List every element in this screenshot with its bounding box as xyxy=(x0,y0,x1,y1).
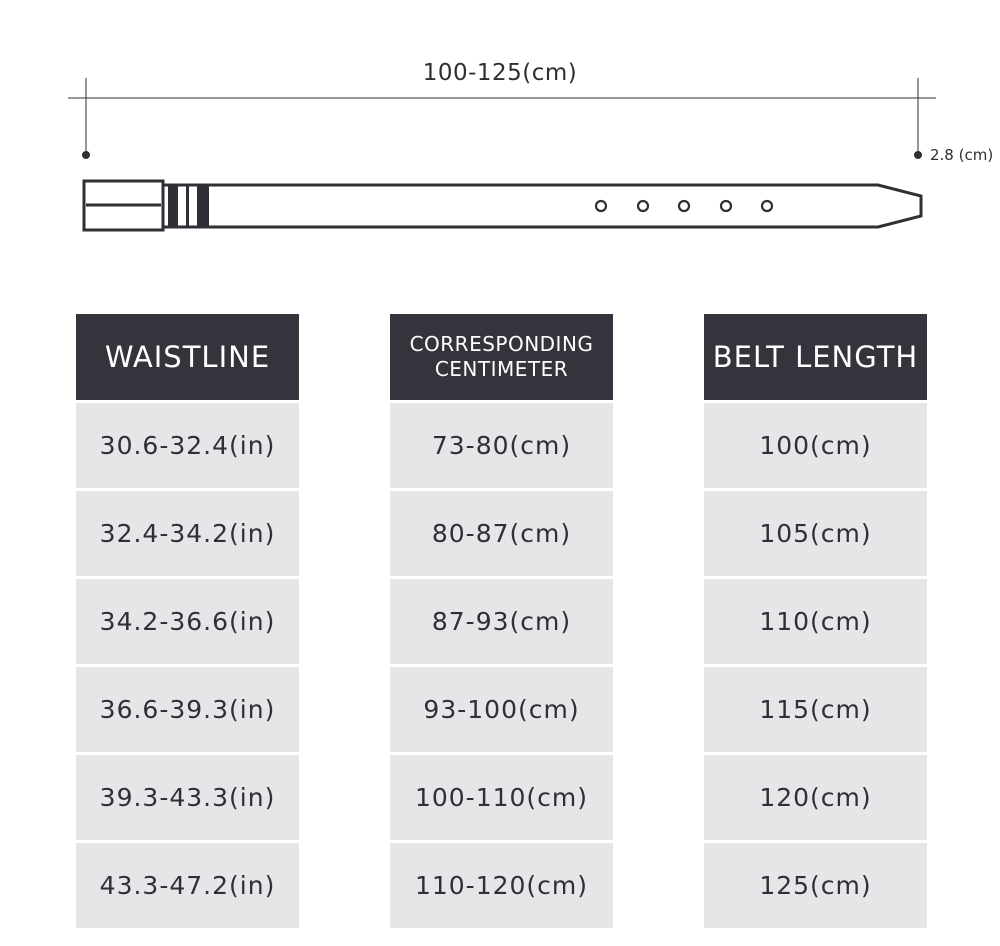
right-marker-dot xyxy=(914,151,922,159)
table-cell: 30.6-32.4(in) xyxy=(76,403,299,488)
table-cell: 120(cm) xyxy=(704,755,927,840)
table-cell: 43.3-47.2(in) xyxy=(76,843,299,928)
belt-diagram xyxy=(0,0,1000,260)
table-cell: 87-93(cm) xyxy=(390,579,613,664)
belt-illustration xyxy=(0,0,1000,260)
belt-hole xyxy=(638,201,648,211)
centimeter-header: CORRESPONDING CENTIMETER xyxy=(390,314,613,400)
belt-length-column xyxy=(704,314,927,928)
belt-hole xyxy=(596,201,606,211)
centimeter-column xyxy=(390,314,613,928)
belt-length-label: 100-125(cm) xyxy=(422,60,578,86)
belt-hole xyxy=(762,201,772,211)
table-cell: 125(cm) xyxy=(704,843,927,928)
belt-loop xyxy=(186,185,189,227)
table-cell: 32.4-34.2(in) xyxy=(76,491,299,576)
table-cell: 34.2-36.6(in) xyxy=(76,579,299,664)
waistline-column xyxy=(76,314,299,928)
table-cell: 36.6-39.3(in) xyxy=(76,667,299,752)
table-cell: 100(cm) xyxy=(704,403,927,488)
table-cell: 39.3-43.3(in) xyxy=(76,755,299,840)
belt-width-label: 2.8 (cm) xyxy=(930,146,994,164)
left-marker-dot xyxy=(82,151,90,159)
table-cell: 100-110(cm) xyxy=(390,755,613,840)
table-cell: 93-100(cm) xyxy=(390,667,613,752)
belt-hole xyxy=(679,201,689,211)
table-cell: 110(cm) xyxy=(704,579,927,664)
table-cell: 105(cm) xyxy=(704,491,927,576)
table-cell: 80-87(cm) xyxy=(390,491,613,576)
waistline-header: WAISTLINE xyxy=(76,314,299,400)
table-cell: 115(cm) xyxy=(704,667,927,752)
table-cell: 110-120(cm) xyxy=(390,843,613,928)
belt-loop xyxy=(168,185,178,227)
belt-length-header: BELT LENGTH xyxy=(704,314,927,400)
table-cell: 73-80(cm) xyxy=(390,403,613,488)
belt-loop xyxy=(197,185,209,227)
belt-hole xyxy=(721,201,731,211)
buckle-icon xyxy=(84,181,163,230)
strap-outline xyxy=(163,185,921,227)
